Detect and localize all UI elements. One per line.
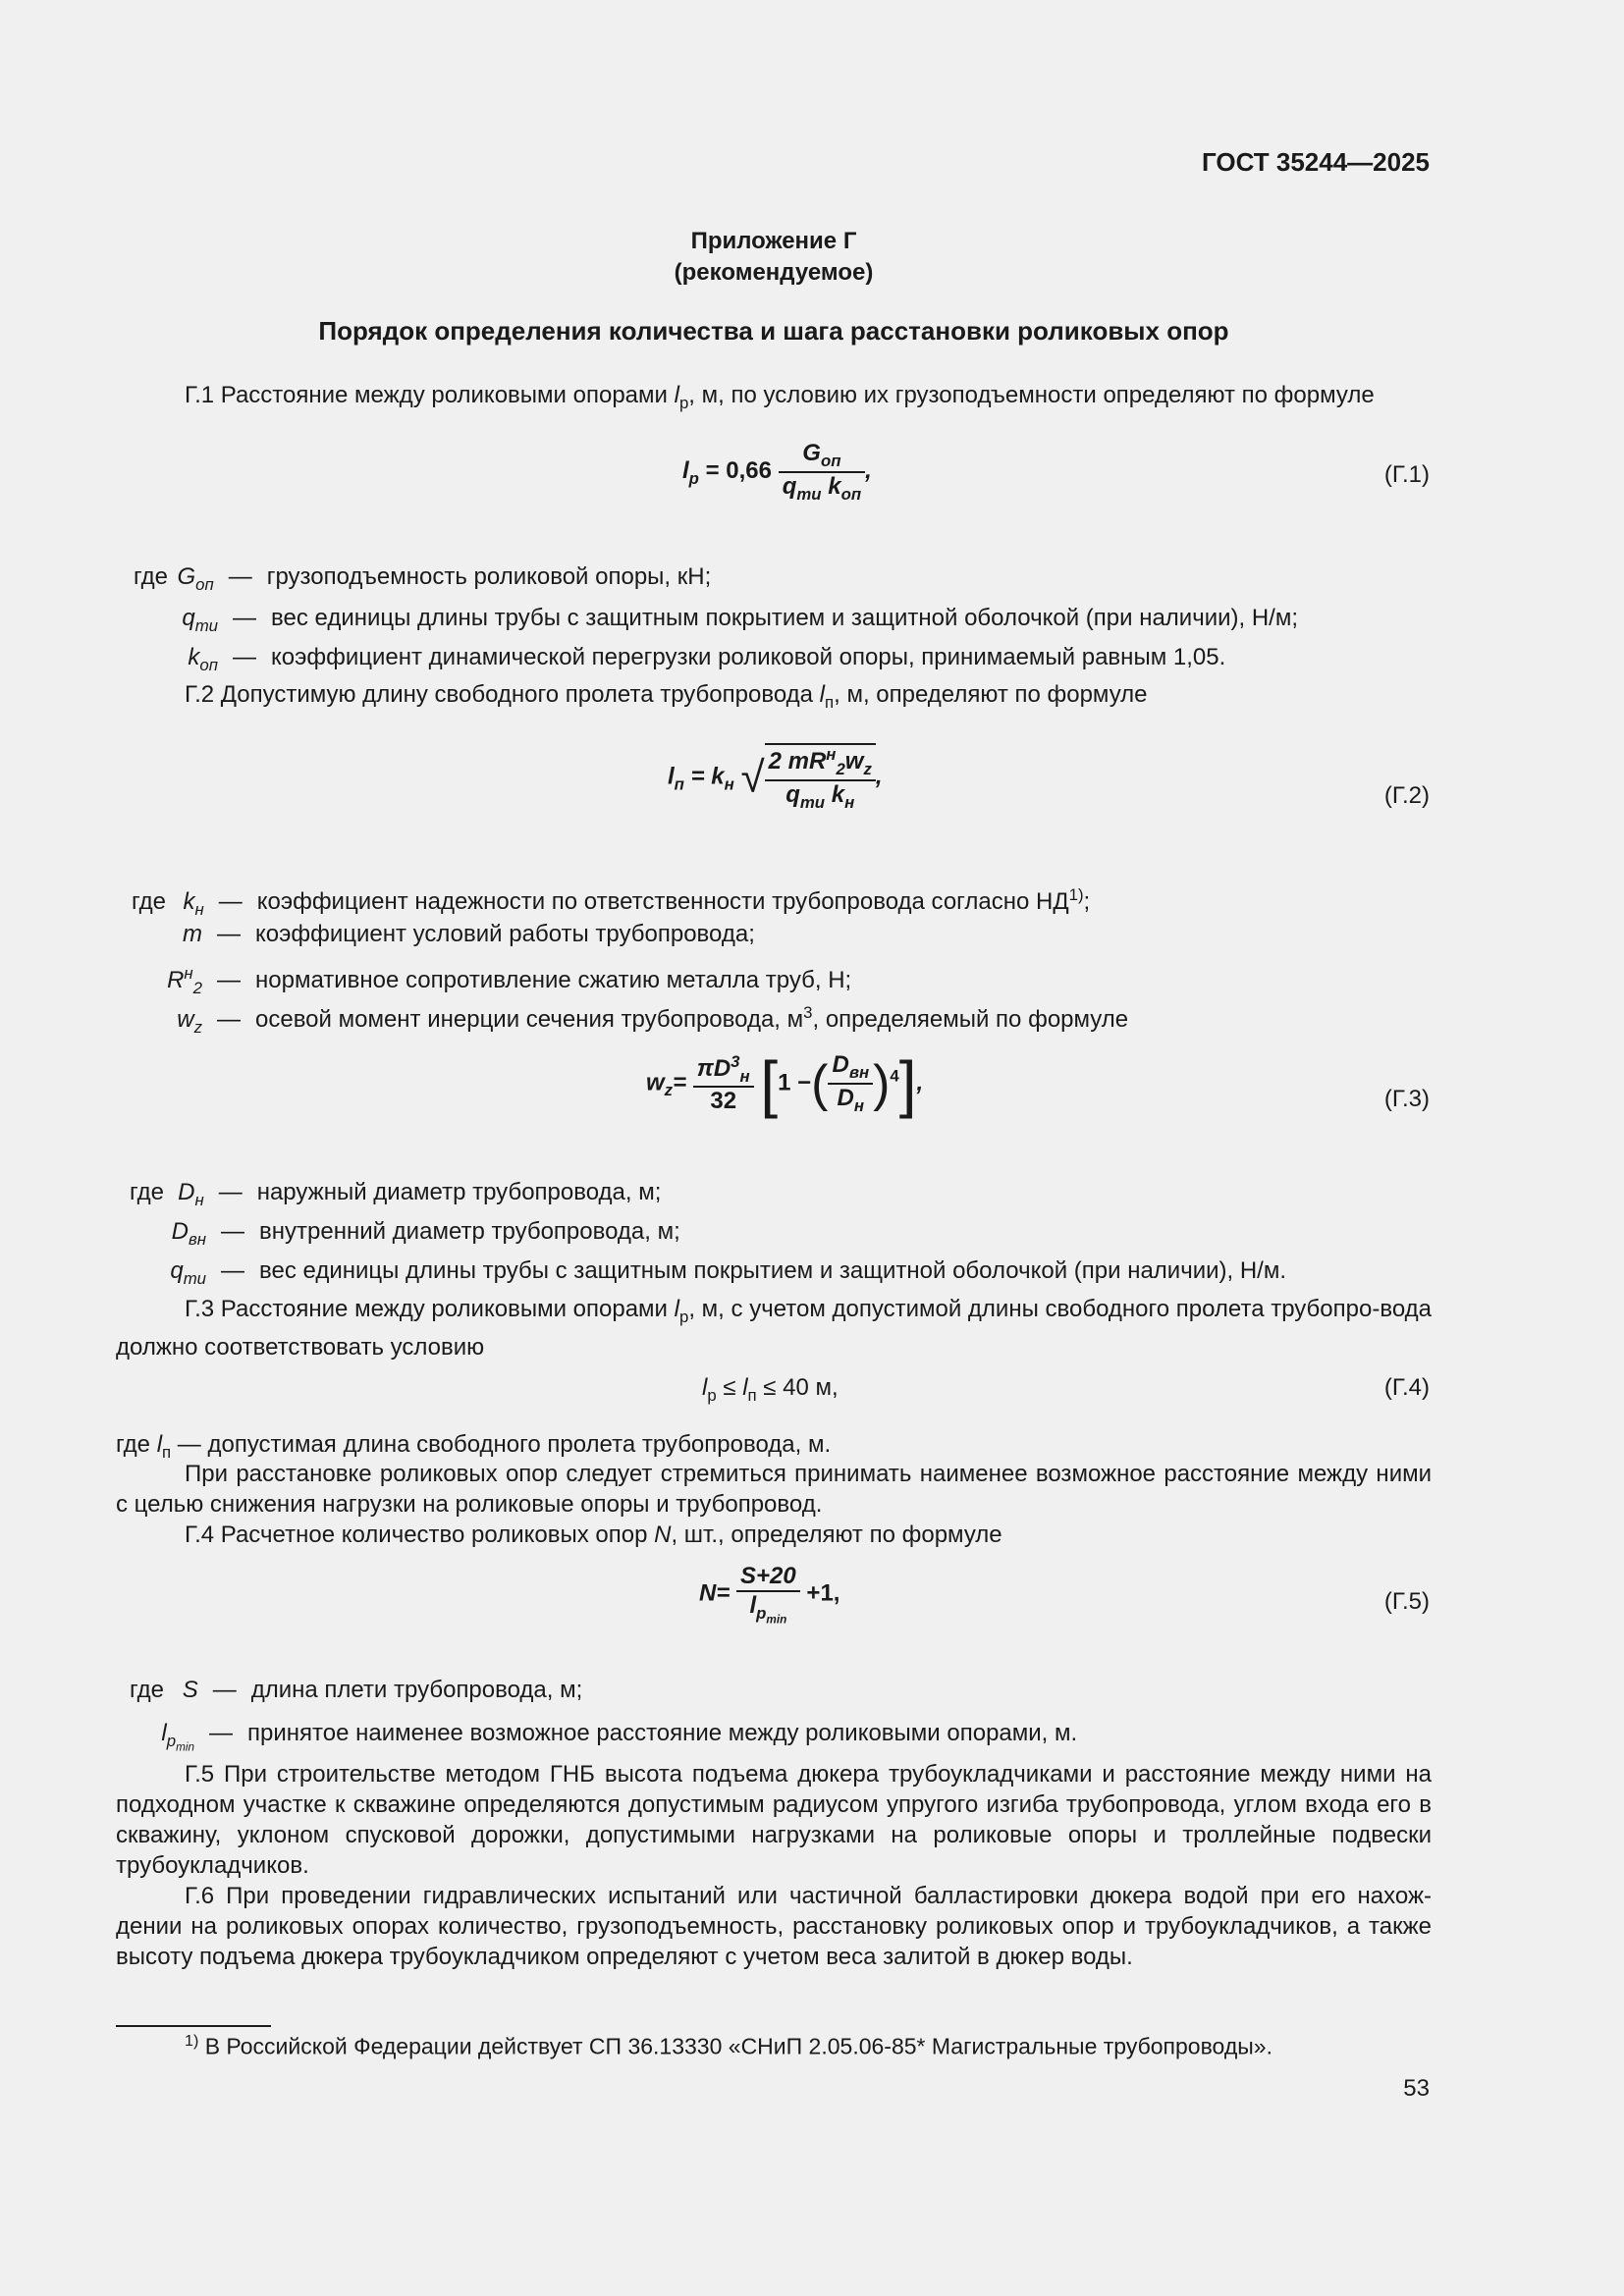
where2-row-3: $w_z$ — осевой момент инерции сечения трубопровода, $м^3$, определяемый по формуле: [177, 1003, 1129, 1037]
where2-row-1: m — коэффициент условий работы трубопровода;: [183, 921, 755, 947]
formula-g2: $l_п = k_н$ √ $\frac{2 mR^н_2w_z}{q_{ти} k_н}$ ,: [668, 745, 883, 812]
appendix-heading: [116, 226, 1432, 289]
page-number: 53: [1403, 2075, 1430, 2102]
paragraph-g2: Г.2 Допустимую длину свободного пролета трубопровода $l_п$, м, определяют по формуле: [185, 681, 1148, 712]
formula-g4-label: (Г.4): [1383, 1374, 1430, 1401]
sqrt-sign: √: [740, 753, 765, 802]
formula-g5-label: (Г.5): [1383, 1588, 1430, 1615]
where2-row-2: $R^н_2$ — нормативное сопротивление сжатию металла труб, Н;: [167, 964, 852, 997]
where2-row-0: где $k_н$ — коэффициент надежности по ответственности трубопровода согласно НД$^{1)}$;: [132, 885, 1091, 919]
paragraph-g6: Г.6 При проведении гидравлических испытаний или частичной балластировки дюкера водой при его нахож-дении на роликовых опорах количество, грузоподъемность, расстановку роликовых опор и трубоукладчиков, а также высоту подъема дюкера трубоукладчиком определяют с учетом веса залитой в дюкер воды.: [116, 1883, 1432, 1970]
appendix-title: Приложение Г: [690, 228, 857, 254]
where1-row-2: $k_{оп}$ — коэффициент динамической перегрузки роликовой опоры, принимаемый равным 1,05.: [188, 644, 1226, 674]
formula-g3-label: (Г.3): [1383, 1086, 1430, 1112]
formula-g5: N= $\frac{S+20}{l_{p_{min}}}$ +1,: [699, 1563, 840, 1627]
formula-g4: $l_р \le l_п \le 40$ м,: [702, 1374, 839, 1405]
paragraph-g3: Г.3 Расстояние между роликовыми опорами $l_р$, м, с учетом допустимой длины свободного пролета трубопро-вода должно соответствовать условию: [116, 1296, 1432, 1361]
paragraph-g4: Г.4 Расчетное количество роликовых опор N, шт., определяют по формуле: [185, 1522, 1002, 1548]
formula-g1: $l_р = 0,66$ $\frac{G_{оп}}{q_{ти} k_{оп}}$ ,: [682, 440, 872, 504]
where5-row-0: где S — длина плети трубопровода, м;: [130, 1677, 583, 1703]
paragraph-g5: Г.5 При строительстве методом ГНБ высота подъема дюкера трубоукладчиками и расстояние между ними на подходном участке к скважине определяются допустимым радиусом упругого изгиба трубопровода, углом входа его в скважину, уклоном спусковой дорожки, допустимыми нагрузками на роликовые опоры и троллейные подвески трубоукладчиков.: [116, 1761, 1432, 1879]
footnote: $^{1)}$ В Российской Федерации действует СП 36.13330 «СНиП 2.05.06-85* Магистральные трубопроводы».: [185, 2032, 1272, 2059]
paragraph-g3-note: При расстановке роликовых опор следует стремиться принимать наименее возможное расстояние между ними с целью снижения нагрузки на роликовые опоры и трубопровод.: [116, 1461, 1432, 1518]
appendix-subtitle: (рекомендуемое): [674, 259, 874, 286]
formula-g2-label: (Г.2): [1383, 782, 1430, 809]
standard-number: ГОСТ 35244—2025: [1202, 147, 1430, 177]
footnote-separator: [116, 2025, 271, 2027]
where3-row-0: где $D_н$ — наружный диаметр трубопровода, м;: [130, 1179, 662, 1209]
paragraph-g3-where: где $l_п$ — допустимая длина свободного пролета трубопровода, м.: [116, 1431, 832, 1462]
where1-row-1: $q_{ти}$ — вес единицы длины трубы с защитным покрытием и защитной оболочкой (при наличии), Н/м;: [182, 605, 1299, 635]
paragraph-g1: Г.1 Расстояние между роликовыми опорами $l_р$, м, по условию их грузоподъемности определяют по формуле: [185, 382, 1375, 412]
formula-g3: $w_z=$ $\frac{\pi D^3_н}{32}$ [1 −( $\frac{D_{вн}}{D_н}$ )$^4$],: [646, 1048, 924, 1119]
where3-row-1: $D_{вн}$ — внутренний диаметр трубопровода, м;: [171, 1218, 680, 1249]
where1-row-0: где $G_{оп}$ — грузоподъемность роликовой опоры, кН;: [134, 563, 712, 594]
where5-row-1: $l_{p_{min}}—$ принятое наименее возможное расстояние между роликовыми опорами, м.: [161, 1720, 1078, 1754]
formula-g1-label: (Г.1): [1383, 461, 1430, 488]
where3-row-2: $q_{ти}$ — вес единицы длины трубы с защитным покрытием и защитной оболочкой (при наличии), Н/м.: [170, 1257, 1287, 1288]
section-title: Порядок определения количества и шага расстановки роликовых опор: [318, 316, 1229, 346]
